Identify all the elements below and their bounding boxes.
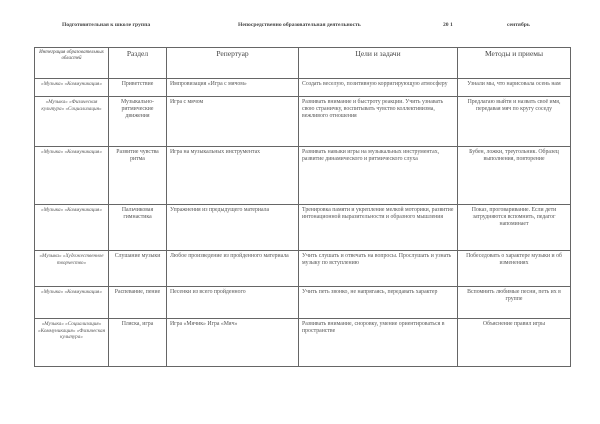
areas-cell: «Музыка» «Коммуникация» xyxy=(35,287,109,319)
areas-cell: «Музыка» «Коммуникация» xyxy=(35,147,109,205)
areas-cell: «Музыка» «Коммуникация» xyxy=(35,205,109,251)
table-header-row xyxy=(35,48,571,79)
table-row xyxy=(35,287,571,319)
section-cell: Пляска, игра xyxy=(109,319,167,367)
column-header: Репертуар xyxy=(167,48,299,79)
section-cell: Слушание музыки xyxy=(109,251,167,287)
areas-cell: «Музыка» «Художественное творчество» xyxy=(35,251,109,287)
group-label: Подготовительная к школе группа xyxy=(62,22,151,28)
table-row xyxy=(35,319,571,367)
repertoire-cell: Игра на музыкальных инструментах xyxy=(167,147,299,205)
month-label: сентябрь xyxy=(507,22,530,28)
areas-cell: «Музыка» «Социализация» «Коммуникация» «Физическая культура» xyxy=(35,319,109,367)
methods-cell: Вспомнить любимые песни, петь их в группе xyxy=(458,287,571,319)
methods-cell: Показ, проговаривание. Если дети затрудняются вспомнить, педагог напоминает xyxy=(458,205,571,251)
activity-label: Непосредственно образовательная деятельность xyxy=(238,22,361,28)
goals-cell: Создать веселую, позитивную корригирующую атмосферу xyxy=(299,79,458,97)
areas-cell: «Музыка» «Физическая культура» «Социализация» xyxy=(35,97,109,147)
section-cell: Приветствие xyxy=(109,79,167,97)
table-row xyxy=(35,205,571,251)
goals-cell: Учить петь звонко, не напрягаясь, передавать характер xyxy=(299,287,458,319)
year-label: 20 1 xyxy=(443,22,453,28)
goals-cell: Развивать внимание и быстроту реакции. Учить узнавать свою страничку, воспитывать чувство коллективизма, вежливого отношения xyxy=(299,97,458,147)
table-row xyxy=(35,147,571,205)
column-header: Цели и задачи xyxy=(299,48,458,79)
table-row xyxy=(35,251,571,287)
repertoire-cell: Песенки из всего пройденного xyxy=(167,287,299,319)
repertoire-cell: Импровизация «Игра с мячом» xyxy=(167,79,299,97)
lesson-plan-table xyxy=(34,47,571,367)
section-cell: Распевание, пение xyxy=(109,287,167,319)
section-cell: Пальчиковая гимнастика xyxy=(109,205,167,251)
table-row xyxy=(35,79,571,97)
goals-cell: Учить слушать и отвечать на вопросы. Прослушать и узнать музыку по вступлению xyxy=(299,251,458,287)
methods-cell: Побеседовать о характере музыки и об изменениях xyxy=(458,251,571,287)
column-header: Интеграция образовательных областей xyxy=(35,48,109,79)
goals-cell: Тренировка памяти и укрепление мелкой моторики, развитие интонационной выразительности и образного мышления xyxy=(299,205,458,251)
methods-cell: Предлагаю выйти и назвать своё имя, передавая мяч по кругу соседу xyxy=(458,97,571,147)
section-cell: Музыкально-ритмические движения xyxy=(109,97,167,147)
table-row xyxy=(35,97,571,147)
methods-cell: Объяснение правил игры xyxy=(458,319,571,367)
column-header: Методы и приемы xyxy=(458,48,571,79)
areas-cell: «Музыка» «Коммуникация» xyxy=(35,79,109,97)
goals-cell: Развивать навыки игры на музыкальных инструментах, развитие динамического и ритмического слуха xyxy=(299,147,458,205)
repertoire-cell: Игра «Мячик» Игра «Мяч» xyxy=(167,319,299,367)
repertoire-cell: Любое произведение из пройденного материала xyxy=(167,251,299,287)
methods-cell: Бубен, ложки, треугольник. Образец выполнения, повторение xyxy=(458,147,571,205)
repertoire-cell: Упражнения из предыдущего материала xyxy=(167,205,299,251)
section-cell: Развитие чувства ритма xyxy=(109,147,167,205)
goals-cell: Развивать внимание, сноровку, умение ориентироваться в пространстве xyxy=(299,319,458,367)
repertoire-cell: Игра с мячом xyxy=(167,97,299,147)
column-header: Раздел xyxy=(109,48,167,79)
methods-cell: Узнали мы, что нарисовала осень нам xyxy=(458,79,571,97)
